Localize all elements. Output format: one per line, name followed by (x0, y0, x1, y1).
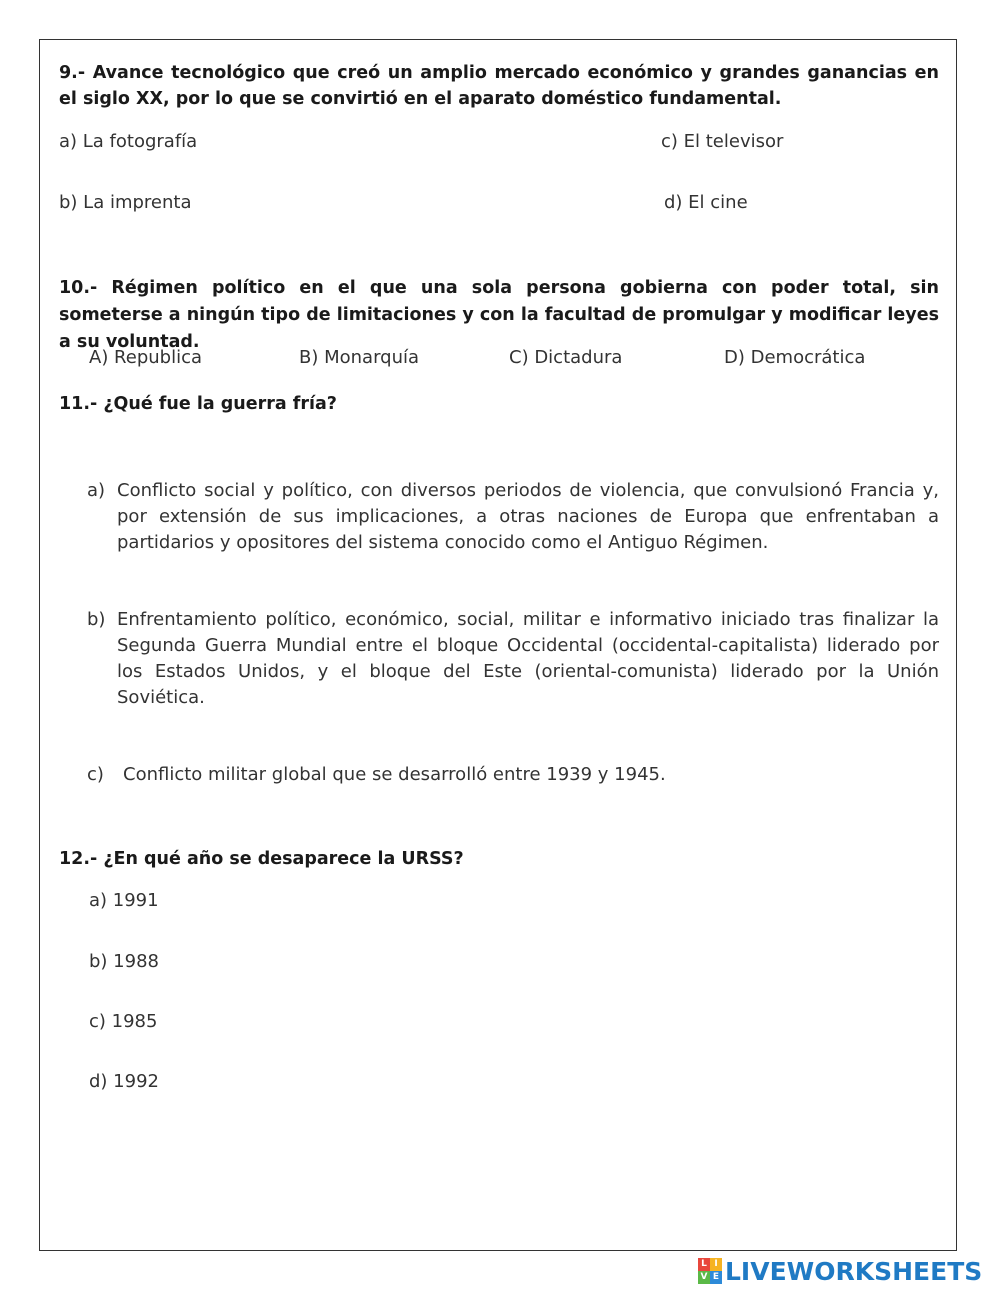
question-10-option-c[interactable]: C) Dictadura (509, 347, 623, 368)
question-10-text: 10.- Régimen político en el que una sola persona gobierna con poder total, sin someterse a ningún tipo de limitaciones y con la facultad de promulgar y modificar leyes a su voluntad. (59, 278, 939, 352)
logo-mark-cell: L (698, 1258, 710, 1271)
question-12-option-a[interactable]: a) 1991 (89, 890, 159, 911)
question-10-option-d[interactable]: D) Democrática (724, 347, 866, 368)
question-10-option-a[interactable]: A) Republica (89, 347, 203, 368)
liveworksheets-logo (698, 1254, 982, 1288)
liveworksheets-mark-icon (698, 1258, 722, 1284)
question-12-option-d[interactable]: d) 1992 (89, 1071, 159, 1092)
question-9-option-c[interactable]: c) El televisor (661, 131, 784, 152)
question-9-text: 9.- Avance tecnológico que creó un amplio mercado económico y grandes ganancias en el siglo XX, por lo que se convirtió en el aparato doméstico fundamental. (59, 63, 939, 109)
question-12-option-c[interactable]: c) 1985 (89, 1011, 158, 1032)
question-11-option-a-text: Conflicto social y político, con diversos periodos de violencia, que convulsionó Francia y, por extensión de sus implicaciones, a otras naciones de Europa que enfrentaban a partidarios y opositores del sistema conocido como el Antiguo Régimen. (117, 480, 939, 553)
option-label-b: b) (87, 609, 106, 630)
question-11-text: 11.- ¿Qué fue la guerra fría? (59, 394, 337, 414)
question-11-option-a[interactable] (87, 478, 939, 556)
question-11-option-b[interactable] (87, 607, 939, 711)
question-9-option-a[interactable]: a) La fotografía (59, 131, 198, 152)
question-10-option-b[interactable]: B) Monarquía (299, 347, 420, 368)
question-11-option-c[interactable] (87, 762, 939, 788)
logo-mark-cell: E (710, 1271, 722, 1284)
question-9-option-d[interactable]: d) El cine (664, 192, 748, 213)
question-12-option-b[interactable]: b) 1988 (89, 951, 159, 972)
question-12-text: 12.- ¿En qué año se desaparece la URSS? (59, 849, 464, 869)
logo-mark-cell: V (698, 1271, 710, 1284)
question-9-option-b[interactable]: b) La imprenta (59, 192, 192, 213)
question-11-option-b-text: Enfrentamiento político, económico, social, militar e informativo iniciado tras finalizar la Segunda Guerra Mundial entre el bloque Occidental (occidental-capitalista) liderado por los Estados Unidos, y el bloque del Este (oriental-comunista) liderado por la Unión Soviética. (117, 609, 939, 708)
liveworksheets-brand-text: LIVEWORKSHEETS (725, 1256, 983, 1286)
question-11-option-c-text: Conflicto militar global que se desarrolló entre 1939 y 1945. (123, 764, 666, 785)
logo-mark-cell: I (710, 1258, 722, 1271)
option-label-a: a) (87, 480, 106, 501)
option-label-c: c) (87, 764, 104, 785)
